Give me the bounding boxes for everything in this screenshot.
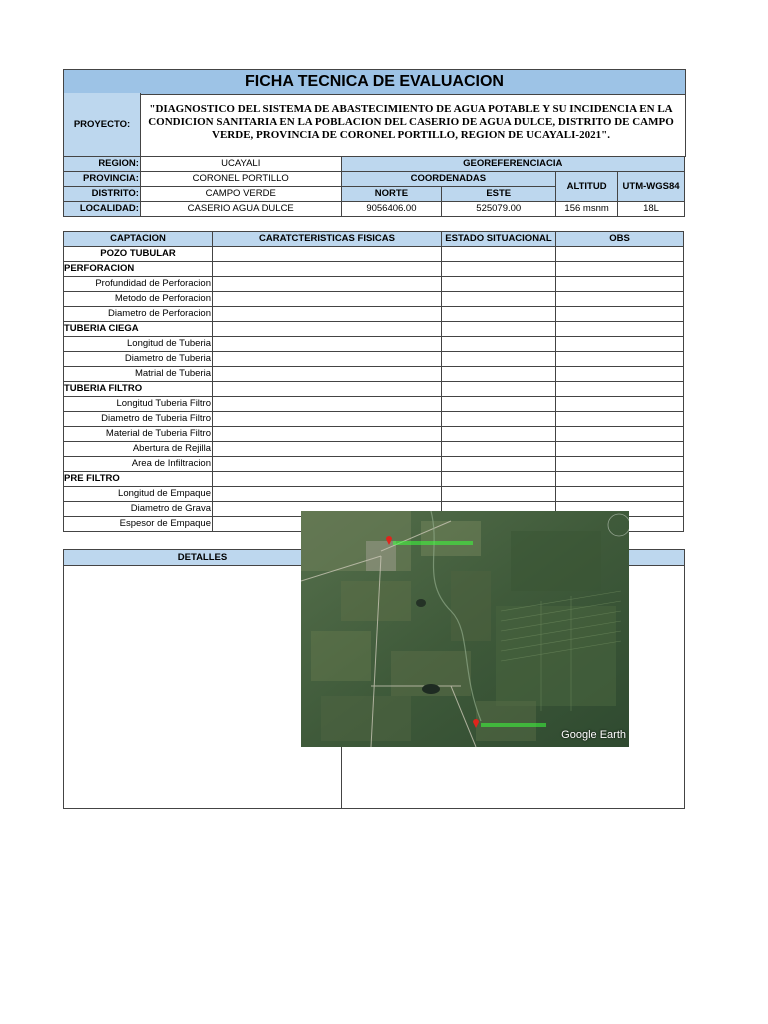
caracteristicas-cell[interactable] — [213, 352, 442, 367]
table-row — [64, 337, 684, 352]
row-label: Espesor de Empaque — [64, 517, 213, 532]
row-label: Longitud de Tuberia — [64, 337, 213, 352]
estado-cell[interactable] — [442, 397, 556, 412]
estado-cell[interactable] — [442, 262, 556, 277]
region-label: REGION: — [64, 157, 141, 172]
satellite-map-svg — [301, 511, 629, 747]
estado-cell[interactable] — [442, 292, 556, 307]
row-label: Longitud Tuberia Filtro — [64, 397, 213, 412]
row-label: Area de Infiltracion — [64, 457, 213, 472]
caracteristicas-cell[interactable] — [213, 442, 442, 457]
row-label: PRE FILTRO — [64, 472, 213, 487]
proyecto-text: "DIAGNOSTICO DEL SISTEMA DE ABASTECIMIENTO DE AGUA POTABLE Y SU INCIDENCIA EN LA CONDICION SANITARIA EN LA POBLACION DEL CASERIO DE AGUA DULCE, DISTRITO DE CAMPO VERDE, PROVINCIA DE CORONEL PORTILLO, REGION DE UCAYALI-2021". — [148, 103, 674, 141]
table-row — [64, 352, 684, 367]
row-label: PERFORACION — [64, 262, 213, 277]
distrito-label: DISTRITO: — [64, 187, 141, 202]
table-row — [64, 457, 684, 472]
obs-cell[interactable] — [556, 247, 684, 262]
caracteristicas-cell[interactable] — [213, 337, 442, 352]
obs-cell[interactable] — [556, 382, 684, 397]
obs-cell[interactable] — [556, 337, 684, 352]
estado-cell[interactable] — [442, 352, 556, 367]
obs-cell[interactable] — [556, 472, 684, 487]
estado-cell[interactable] — [442, 247, 556, 262]
altitud-value: 156 msnm — [556, 202, 618, 217]
caracteristicas-cell[interactable] — [213, 322, 442, 337]
row-label: Diametro de Perforacion — [64, 307, 213, 322]
localidad-label: LOCALIDAD: — [64, 202, 141, 217]
row-label: Abertura de Rejilla — [64, 442, 213, 457]
table-row — [64, 472, 684, 487]
table-row — [64, 367, 684, 382]
region-value: UCAYALI — [140, 157, 341, 172]
provincia-label: PROVINCIA: — [64, 172, 141, 187]
caracteristicas-cell[interactable] — [213, 262, 442, 277]
row-label: Longitud de Empaque — [64, 487, 213, 502]
obs-cell[interactable] — [556, 412, 684, 427]
captacion-header: CAPTACION — [64, 232, 213, 247]
provincia-value: CORONEL PORTILLO — [140, 172, 341, 187]
row-label: TUBERIA CIEGA — [64, 322, 213, 337]
table-row — [64, 292, 684, 307]
caracteristicas-cell[interactable] — [213, 277, 442, 292]
obs-cell[interactable] — [556, 307, 684, 322]
captacion-table — [63, 231, 684, 532]
table-row — [64, 382, 684, 397]
table-row — [64, 322, 684, 337]
table-row — [64, 262, 684, 277]
row-label: Material de Tuberia Filtro — [64, 427, 213, 442]
caracteristicas-cell[interactable] — [213, 427, 442, 442]
este-value: 525079.00 — [442, 202, 556, 217]
table-row — [64, 427, 684, 442]
obs-cell[interactable] — [556, 397, 684, 412]
row-label: TUBERIA FILTRO — [64, 382, 213, 397]
zona-value: 18L — [618, 202, 685, 217]
norte-header: NORTE — [341, 187, 442, 202]
estado-header: ESTADO SITUACIONAL — [442, 232, 556, 247]
obs-cell[interactable] — [556, 352, 684, 367]
proyecto-label: PROYECTO: — [64, 93, 141, 156]
caracteristicas-cell[interactable] — [213, 247, 442, 262]
detalles-label: DETALLES — [177, 552, 228, 563]
estado-cell[interactable] — [442, 337, 556, 352]
row-label: Metodo de Perforacion — [64, 292, 213, 307]
altitud-header: ALTITUD — [556, 172, 618, 202]
caracteristicas-cell[interactable] — [213, 367, 442, 382]
localidad-value: CASERIO AGUA DULCE — [140, 202, 341, 217]
obs-cell[interactable] — [556, 277, 684, 292]
georef-header: GEOREFERENCIACIA — [341, 157, 685, 172]
obs-cell[interactable] — [556, 427, 684, 442]
estado-cell[interactable] — [442, 277, 556, 292]
row-label: POZO TUBULAR — [64, 247, 213, 262]
page-title: FICHA TECNICA DE EVALUACION — [63, 69, 686, 95]
estado-cell[interactable] — [442, 322, 556, 337]
caracteristicas-cell[interactable] — [213, 412, 442, 427]
distrito-value: CAMPO VERDE — [140, 187, 341, 202]
table-row — [64, 442, 684, 457]
obs-cell[interactable] — [556, 262, 684, 277]
caracteristicas-cell[interactable] — [213, 487, 442, 502]
estado-cell[interactable] — [442, 487, 556, 502]
obs-cell[interactable] — [556, 292, 684, 307]
caracteristicas-header: CARATCTERISTICAS FISICAS — [213, 232, 442, 247]
estado-cell[interactable] — [442, 457, 556, 472]
proyecto-row — [63, 93, 686, 157]
row-label: Diametro de Grava — [64, 502, 213, 517]
table-row — [64, 397, 684, 412]
row-label: Diametro de Tuberia — [64, 352, 213, 367]
caracteristicas-cell[interactable] — [213, 397, 442, 412]
coordenadas-header: COORDENADAS — [341, 172, 556, 187]
utm-header: UTM-WGS84 — [618, 172, 685, 202]
obs-cell[interactable] — [556, 442, 684, 457]
este-header: ESTE — [442, 187, 556, 202]
estado-cell[interactable] — [442, 307, 556, 322]
estado-cell[interactable] — [442, 382, 556, 397]
table-row — [64, 277, 684, 292]
row-label: Diametro de Tuberia Filtro — [64, 412, 213, 427]
obs-cell[interactable] — [556, 322, 684, 337]
estado-cell[interactable] — [442, 412, 556, 427]
table-row — [64, 247, 684, 262]
caracteristicas-cell[interactable] — [213, 457, 442, 472]
estado-cell[interactable] — [442, 367, 556, 382]
row-label: Profundidad de Perforacion — [64, 277, 213, 292]
row-label: Matrial de Tuberia — [64, 367, 213, 382]
obs-cell[interactable] — [556, 367, 684, 382]
caracteristicas-cell[interactable] — [213, 382, 442, 397]
location-table — [63, 156, 685, 217]
norte-value: 9056406.00 — [341, 202, 442, 217]
google-earth-watermark: Google Earth — [561, 729, 626, 741]
obs-cell[interactable] — [556, 487, 684, 502]
caracteristicas-cell[interactable] — [213, 292, 442, 307]
estado-cell[interactable] — [442, 427, 556, 442]
estado-cell[interactable] — [442, 472, 556, 487]
caracteristicas-cell[interactable] — [213, 307, 442, 322]
satellite-map-image — [301, 511, 629, 747]
obs-header: OBS — [556, 232, 684, 247]
table-row — [64, 307, 684, 322]
estado-cell[interactable] — [442, 442, 556, 457]
caracteristicas-cell[interactable] — [213, 472, 442, 487]
table-row — [64, 487, 684, 502]
obs-cell[interactable] — [556, 457, 684, 472]
table-row — [64, 412, 684, 427]
